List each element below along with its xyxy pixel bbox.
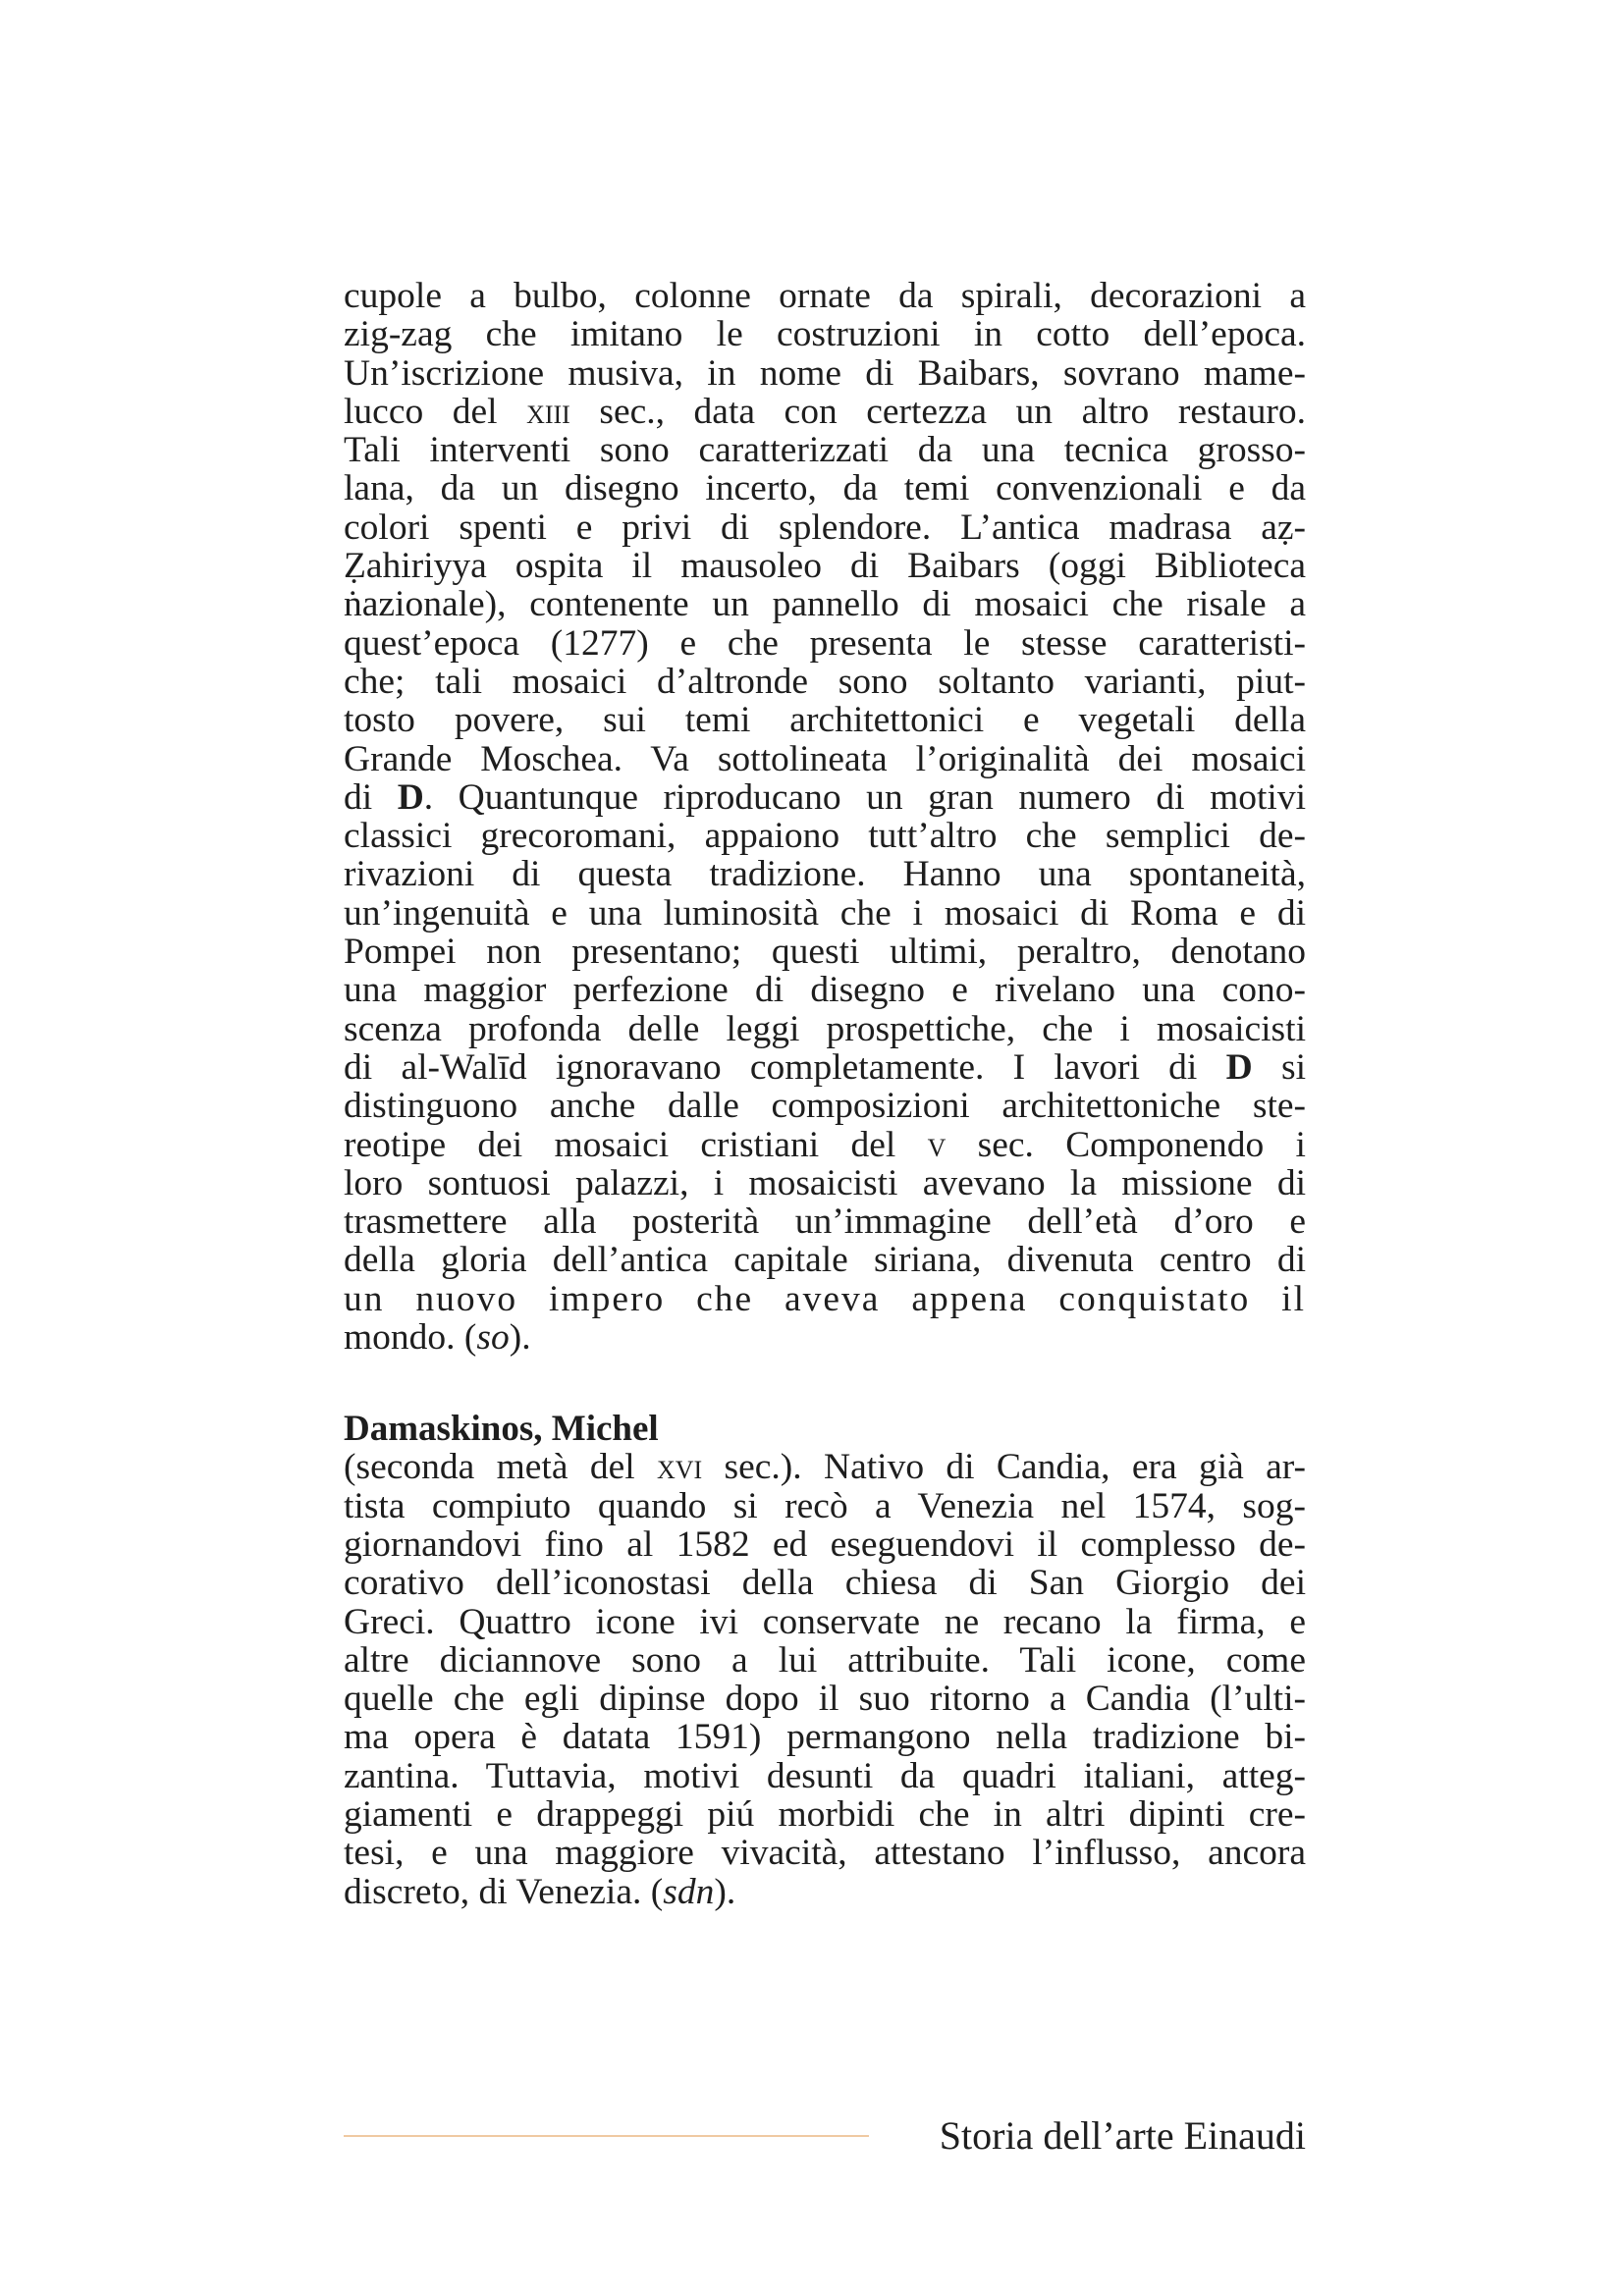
page-footer (344, 2112, 1306, 2162)
text-line: rivazioni di questa tradizione. Hanno una spontaneità, (344, 854, 1306, 895)
text-line: tesi, e una maggiore vivacità, attestano l’influsso, ancora (344, 1833, 1306, 1874)
roman-numeral: xvi (656, 1447, 703, 1488)
entry-body (344, 1448, 1306, 1911)
text-line: ma opera è datata 1591) permangono nella tradizione bi- (344, 1717, 1306, 1758)
text-line: (seconda metà del xvi sec.). Nativo di Candia, era già ar- (344, 1447, 1307, 1488)
text-line: lucco del xiii sec., data con certezza un altro restauro. (344, 391, 1306, 432)
text-line: loro sontuosi palazzi, i mosaicisti avevano la missione di (344, 1162, 1306, 1203)
roman-numeral: xiii (526, 391, 570, 432)
text-line: quest’epoca (1277) e che presenta le stesse caratteristi- (344, 622, 1306, 664)
text-line: tista compiuto quando si recò a Venezia nel 1574, sog- (344, 1485, 1306, 1526)
text-line: una maggior perfezione di disegno e rivelano una cono- (344, 970, 1306, 1011)
text-line: di al-Walīd ignoravano completamente. I lavori di D si (344, 1046, 1307, 1088)
text-line: della gloria dell’antica capitale siriana, divenuta centro di (344, 1240, 1306, 1281)
text-line: quelle che egli dipinse dopo il suo ritorno a Candia (l’ulti- (344, 1679, 1306, 1720)
text-line: distinguono anche dalle composizioni architettoniche ste- (344, 1086, 1306, 1127)
text-line: trasmettere alla posterità un’immagine dell’età d’oro e (344, 1201, 1306, 1243)
text-line: Tali interventi sono caratterizzati da una tecnica grosso- (344, 430, 1306, 471)
entry-damaskinos (344, 1410, 1306, 1911)
entry-continuation (344, 277, 1306, 1357)
text-line: giamenti e drappeggi piú morbidi che in altri dipinti cre- (344, 1793, 1306, 1835)
text-line: scenza profonda delle leggi prospettiche, che i mosaicisti (344, 1008, 1306, 1049)
text-column (344, 277, 1306, 1911)
text-line: giornandovi fino al 1582 ed eseguendovi il complesso de- (344, 1523, 1306, 1565)
footer-rule (344, 2135, 869, 2137)
text-line: discreto, di Venezia. (sdn). (344, 1871, 736, 1912)
text-line: di D. Quantunque riproducano un gran numero di motivi (344, 776, 1306, 818)
text-line: mondo. (so). (344, 1317, 531, 1359)
text-line: ṅazionale), contenente un pannello di mosaici che risale a (344, 584, 1306, 625)
text-line: Pompei non presentano; questi ultimi, peraltro, denotano (344, 932, 1306, 973)
roman-numeral: v (927, 1124, 947, 1165)
text-line: un nuovo impero che aveva appena conquistato il (344, 1278, 1306, 1319)
author-initials: so (476, 1317, 510, 1359)
text-line: Ẓahiriyya ospita il mausoleo di Baibars (oggi Biblioteca (344, 546, 1306, 587)
footer-title: Storia dell’arte Einaudi (939, 2113, 1306, 2158)
text-line: lana, da un disegno incerto, da temi convenzionali e da (344, 468, 1306, 509)
text-line: che; tali mosaici d’altronde sono soltanto varianti, piut- (344, 661, 1306, 702)
bold-abbreviation: D (397, 776, 424, 818)
bold-abbreviation: D (1225, 1046, 1253, 1088)
text-line: tosto povere, sui temi architettonici e vegetali della (344, 700, 1306, 741)
text-line: reotipe dei mosaici cristiani del v sec. Componendo i (344, 1124, 1306, 1165)
text-line: corativo dell’iconostasi della chiesa di San Giorgio dei (344, 1563, 1306, 1604)
text-line: zantina. Tuttavia, motivi desunti da quadri italiani, atteg- (344, 1755, 1306, 1796)
author-initials: sdn (663, 1871, 715, 1912)
text-line: zig-zag che imitano le costruzioni in cotto dell’epoca. (344, 314, 1306, 355)
text-line: colori spenti e privi di splendore. L’antica madrasa aẓ- (344, 507, 1306, 548)
text-line: altre diciannove sono a lui attribuite. Tali icone, come (344, 1639, 1306, 1681)
text-line: Grande Moschea. Va sottolineata l’originalità dei mosaici (344, 738, 1306, 779)
text-line: cupole a bulbo, colonne ornate da spirali, decorazioni a (344, 276, 1306, 316)
entry-heading: Damaskinos, Michel (344, 1409, 659, 1450)
text-line: Un’iscrizione musiva, in nome di Baibars, sovrano mame- (344, 352, 1306, 394)
text-line: un’ingenuità e una luminosità che i mosaici di Roma e di (344, 892, 1306, 934)
text-line: classici grecoromani, appaiono tutt’altro che semplici de- (344, 816, 1306, 857)
text-line: Greci. Quattro icone ivi conservate ne recano la firma, e (344, 1601, 1306, 1642)
